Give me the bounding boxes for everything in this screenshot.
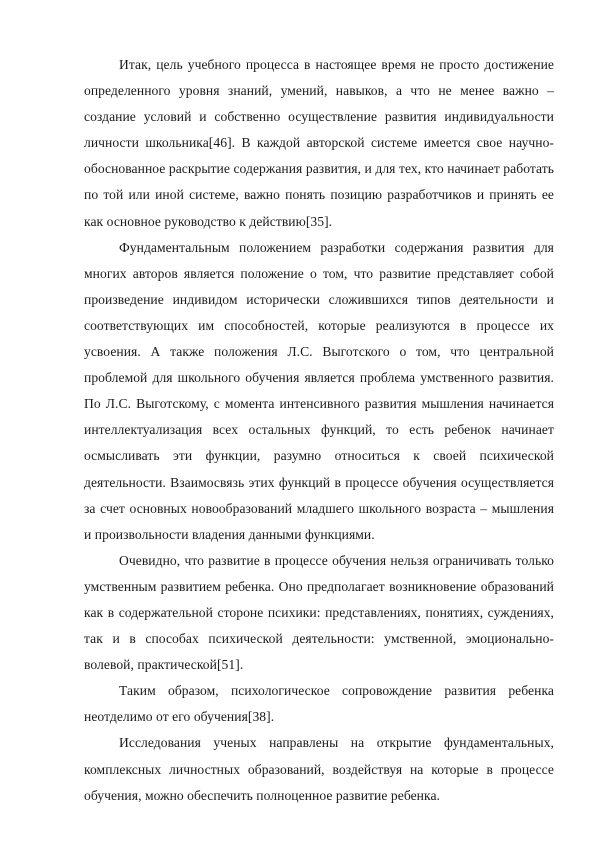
paragraph-4: Таким образом, психологическое сопровождение развития ребенка неотделимо от его обучения[38]. <box>84 683 554 725</box>
paragraph-1: Итак, цель учебного процесса в настоящее время не просто достижение определенного уровня знаний, умений, навыков, а что не менее важно – создание условий и собственно осуществление развития индивидуальности личности школьника[46]. В каждой авторской системе имеется свое научно-обоснованное раскрытие содержания развития, и для тех, кто начинает работать по той или иной системе, важно понять позицию разработчиков и принять ее как основное руководство к действию[35]. <box>84 57 554 229</box>
paragraph-5: Исследования ученых направлены на открытие фундаментальных, комплексных личностных образований, воздействуя на которые в процессе обучения, можно обеспечить полноценное развитие ребенка. <box>84 735 554 803</box>
body-text <box>84 52 554 809</box>
paragraph-2: Фундаментальным положением разработки содержания развития для многих авторов является положение о том, что развитие представляет собой произведение индивидом исторически сложившихся типов деятельности и соответствующих им способностей, которые реализуются в процессе их усвоения. А также положения Л.С. Выготского о том, что центральной проблемой для школьного обучения является проблема умственного развития. По Л.С. Выготскому, с момента интенсивного развития мышления начинается интеллектуализация всех остальных функций, то есть ребенок начинает осмысливать эти функции, разумно относиться к своей психической деятельности. Взаимосвязь этих функций в процессе обучения осуществляется за счет основных новообразований младшего школьного возраста – мышления и произвольности владения данными функциями. <box>84 239 554 542</box>
paragraph-3: Очевидно, что развитие в процессе обучения нельзя ограничивать только умственным развитием ребенка. Оно предполагает возникновение образований как в содержательной стороне психики: представлениях, понятиях, суждениях, так и в способах психической деятельности: умственной, эмоционально-волевой, практической[51]. <box>84 552 554 673</box>
